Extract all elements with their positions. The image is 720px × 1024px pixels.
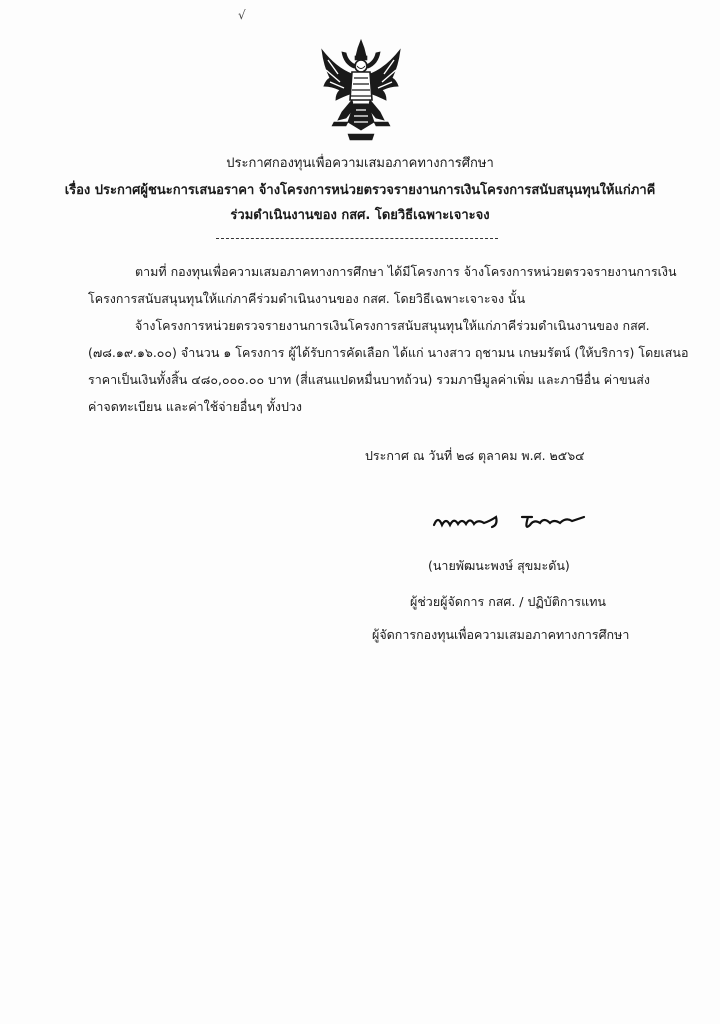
subject-line-1: เรื่อง ประกาศผู้ชนะการเสนอราคา จ้างโครงการหน่วยตรวจรายงานการเงินโครงการสนับสนุนทุนให้แก่ภาคี (64, 183, 656, 198)
garuda-emblem-icon (318, 38, 404, 142)
signatory-name: (นายพัฒนะพงษ์ สุขมะดัน) (428, 558, 570, 573)
check-mark: √ (238, 8, 246, 22)
body-line-4: (๗๘.๑๙.๑๖.๐๐) จำนวน ๑ โครงการ ผู้ได้รับการคัดเลือก ได้แก่ นางสาว ฤชามน เกษมรัตน์ (ให้บริการ) โดยเสนอ (88, 345, 689, 360)
announcement-date: ประกาศ ณ วันที่ ๒๘ ตุลาคม พ.ศ. ๒๕๖๔ (365, 448, 585, 463)
body-line-6: ค่าจดทะเบียน และค่าใช้จ่ายอื่นๆ ทั้งปวง (88, 399, 303, 414)
body-line-5: ราคาเป็นเงินทั้งสิ้น ๔๘๐,๐๐๐.๐๐ บาท (สี่แสนแปดหมื่นบาทถ้วน) รวมภาษีมูลค่าเพิ่ม และภาษีอื่น ค่าขนส่ง (88, 372, 650, 387)
body-line-2: โครงการสนับสนุนทุนให้แก่ภาคีร่วมดำเนินงานของ กสศ. โดยวิธีเฉพาะเจาะจง นั้น (88, 291, 526, 306)
signatory-position-2: ผู้จัดการกองทุนเพื่อความเสมอภาคทางการศึกษา (372, 627, 630, 642)
signatory-position-1: ผู้ช่วยผู้จัดการ กสศ. / ปฏิบัติการแทน (410, 594, 606, 609)
organization-title: ประกาศกองทุนเพื่อความเสมอภาคทางการศึกษา (226, 156, 494, 171)
handwritten-signature (432, 505, 592, 535)
body-line-3: จ้างโครงการหน่วยตรวจรายงานการเงินโครงการสนับสนุนทุนให้แก่ภาคีร่วมดำเนินงานของ กสศ. (135, 318, 650, 333)
body-line-1: ตามที่ กองทุนเพื่อความเสมอภาคทางการศึกษา ได้มีโครงการ จ้างโครงการหน่วยตรวจรายงานการเงิน (135, 264, 677, 279)
subject-line-2: ร่วมดำเนินงานของ กสศ. โดยวิธีเฉพาะเจาะจง (230, 208, 490, 223)
divider-line (216, 238, 498, 239)
